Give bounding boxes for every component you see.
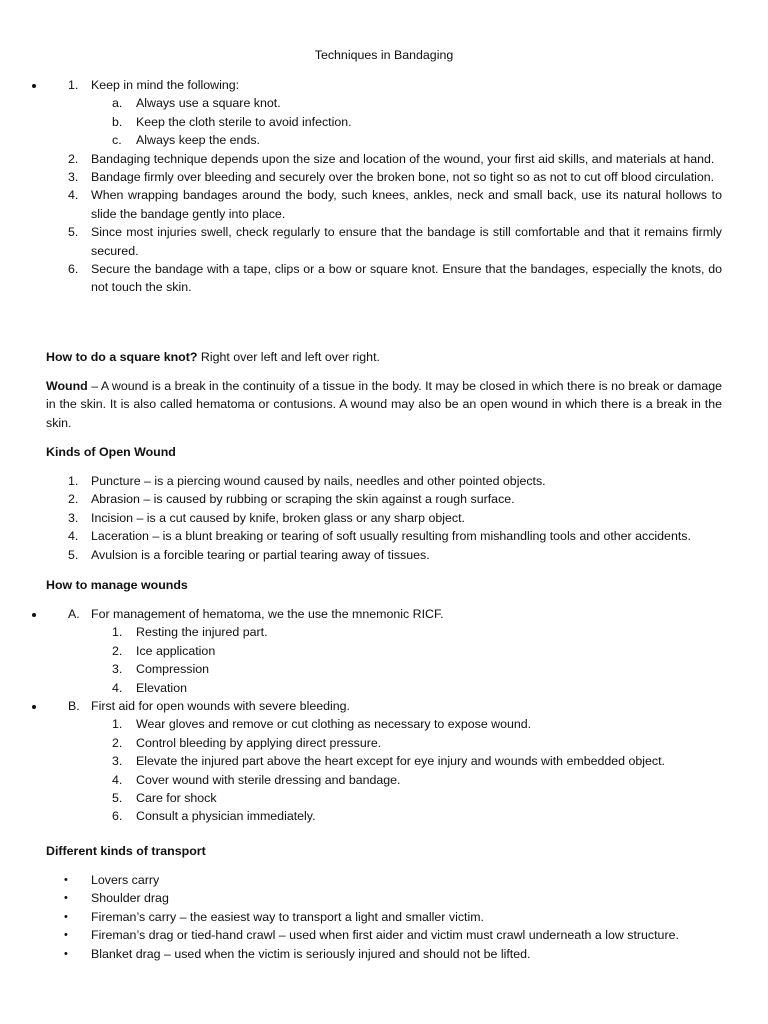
list-item: 3. Incision – is a cut caused by knife, broken glass or any sharp object.	[68, 510, 465, 525]
sub-list	[46, 94, 722, 149]
sub-list-item: a. Always use a square knot.	[112, 96, 281, 111]
list-item: • 1. Keep in mind the following:	[46, 76, 722, 94]
manage-wounds-list	[46, 605, 722, 826]
list-item: 6. Secure the bandage with a tape, clips or a bow or square knot. Ensure that the bandages, especially the knots, do not touch the skin.	[68, 262, 722, 295]
list-item: • Shoulder drag	[64, 891, 169, 906]
sub-list-item: 2. Ice application	[112, 643, 216, 658]
sub-list-item: c. Always keep the ends.	[112, 133, 260, 148]
list-item: • Fireman’s drag or tied-hand crawl – used when first aider and victim must crawl underneath a low structure.	[64, 928, 679, 943]
main-list	[46, 150, 722, 297]
sub-list	[46, 715, 722, 825]
sub-list-item: 1. Wear gloves and remove or cut clothing as necessary to expose wound.	[112, 717, 532, 732]
sub-list-item: 3. Elevate the injured part above the heart except for eye injury and wounds with embedded object.	[112, 754, 665, 769]
open-wound-heading: Kinds of Open Wound	[46, 445, 176, 459]
list-item: • Fireman’s carry – the easiest way to transport a light and smaller victim.	[64, 909, 484, 924]
manage-wounds-heading: How to manage wounds	[46, 578, 188, 592]
sub-list-item: 3. Compression	[112, 662, 209, 677]
open-wound-list	[46, 472, 722, 564]
transport-heading: Different kinds of transport	[46, 844, 206, 858]
square-knot-paragraph: How to do a square knot? Right over left and left over right.	[46, 350, 380, 364]
list-item: 1. Puncture – is a piercing wound caused by nails, needles and other pointed objects.	[68, 474, 546, 488]
sub-list-item: 4. Cover wound with sterile dressing and bandage.	[112, 772, 401, 787]
list-item: • B. First aid for open wounds with severe bleeding.	[46, 697, 722, 715]
document-title: Techniques in Bandaging	[314, 48, 454, 62]
list-item: 5. Avulsion is a forcible tearing or partial tearing away of tissues.	[68, 547, 430, 562]
list-item: 4. When wrapping bandages around the body, such knees, ankles, neck and small back, use its natural hollows to slide the bandage gently into place.	[68, 188, 722, 221]
list-item: • A. For management of hematoma, we the use the mnemonic RICF.	[46, 605, 722, 623]
bandaging-list	[46, 76, 722, 297]
list-item: • Blanket drag – used when the victim is seriously injured and should not be lifted.	[64, 946, 531, 961]
sub-list-item: 1. Resting the injured part.	[112, 625, 268, 640]
list-item: 2. Abrasion – is caused by rubbing or scraping the skin against a rough surface.	[68, 492, 515, 507]
sub-list-item: 6. Consult a physician immediately.	[112, 809, 316, 824]
list-item: 5. Since most injuries swell, check regularly to ensure that the bandage is still comfortable and that it remains firmly secured.	[68, 225, 722, 258]
list-item: 2. Bandaging technique depends upon the size and location of the wound, your first aid skills, and materials at hand.	[68, 151, 715, 166]
sub-list	[46, 623, 722, 697]
list-item: 3. Bandage firmly over bleeding and securely over the broken bone, not so tight so as not to cut off blood circulation.	[68, 170, 715, 185]
sub-list-item: 4. Elevation	[112, 680, 187, 695]
list-item: • Lovers carry	[64, 873, 160, 887]
sub-list-item: b. Keep the cloth sterile to avoid infection.	[112, 114, 352, 129]
wound-paragraph: Wound – A wound is a break in the continuity of a tissue in the body. It may be closed in which there is no break or damage in the skin. It is also called hematoma or contusions. A wound may also be an open wound in which there is a break in the skin.	[46, 379, 722, 430]
sub-list-item: 5. Care for shock	[112, 791, 217, 806]
transport-list	[46, 871, 722, 963]
sub-list-item: 2. Control bleeding by applying direct pressure.	[112, 735, 382, 750]
list-item: 4. Laceration – is a blunt breaking or tearing of soft usually resulting from mishandling tools and other accidents.	[68, 529, 691, 544]
